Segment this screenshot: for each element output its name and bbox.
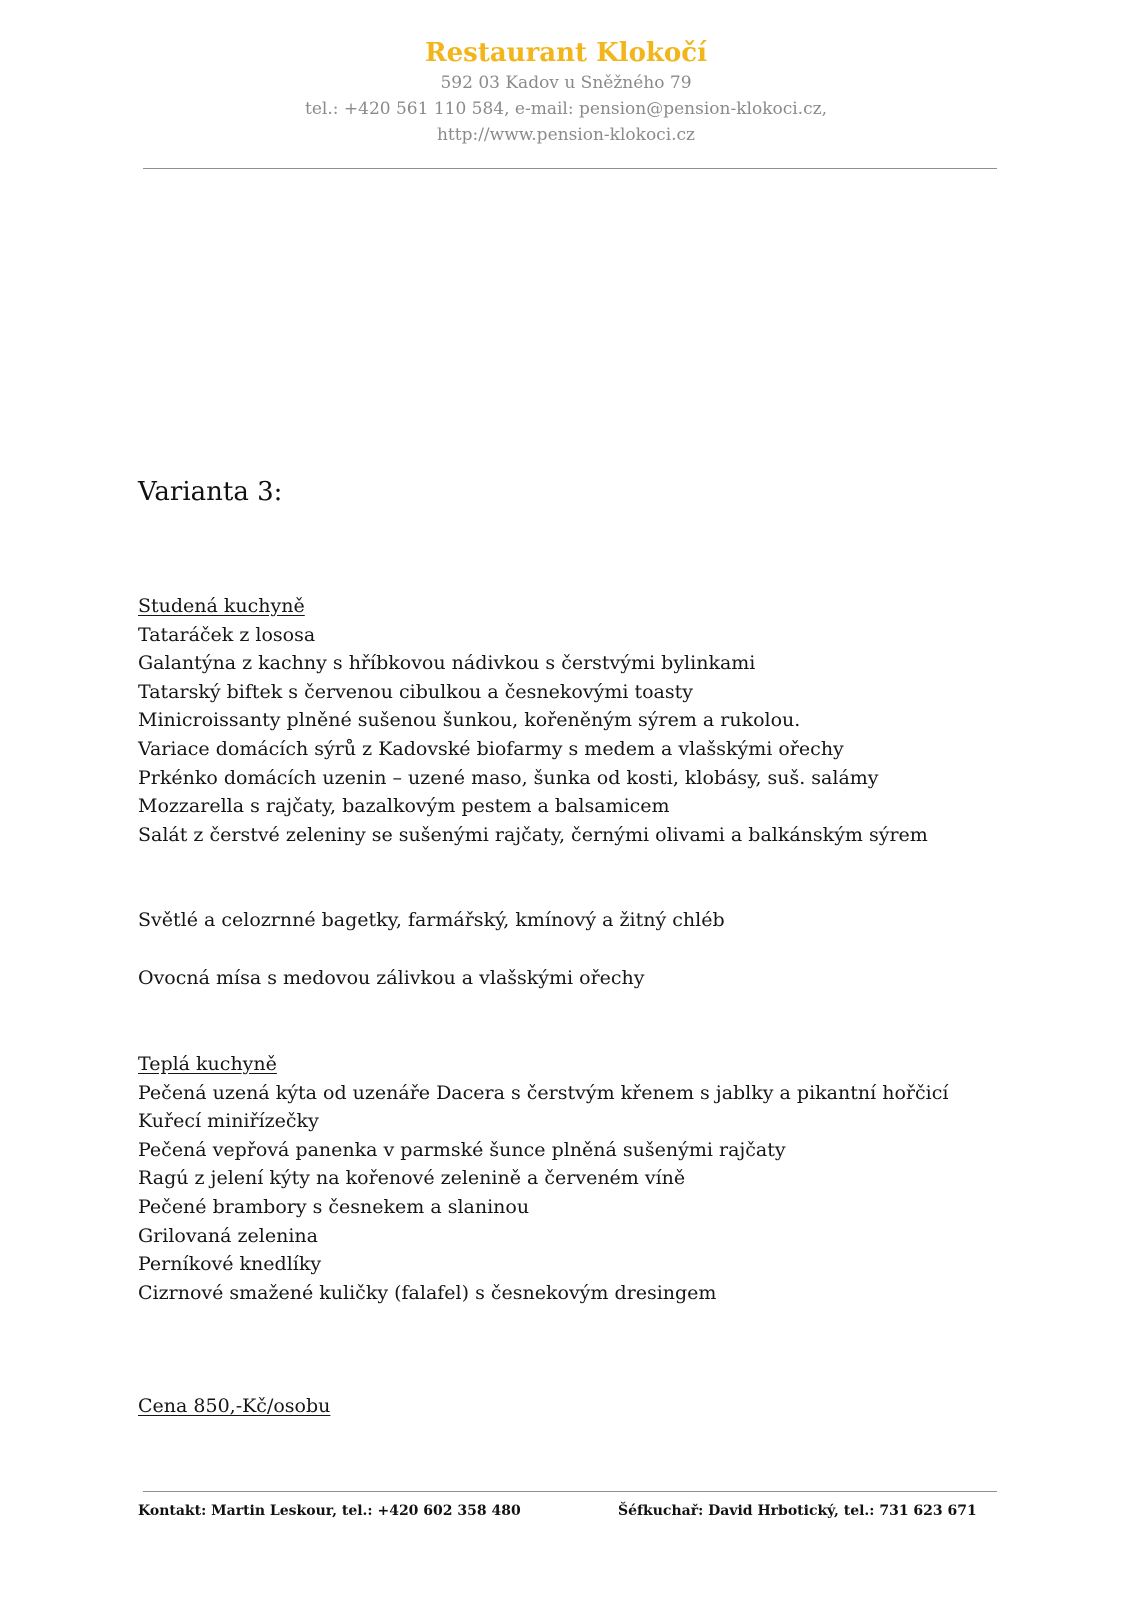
hot-kitchen-heading: Teplá kuchyně — [138, 1053, 277, 1075]
price-per-person: Cena 850,-Kč/osobu — [138, 1395, 331, 1417]
letterhead — [0, 36, 1132, 148]
fruit-section — [138, 964, 988, 993]
menu-item: Tatarský biftek s červenou cibulkou a česnekovými toasty — [138, 680, 693, 703]
footer-divider — [143, 1491, 997, 1492]
menu-item: Cizrnové smažené kuličky (falafel) s česnekovým dresingem — [138, 1281, 717, 1304]
menu-item: Ragú z jelení kýty na kořenové zelenině a červeném víně — [138, 1167, 686, 1190]
bread-item: Světlé a celozrnné bagetky, farmářský, kmínový a žitný chléb — [138, 909, 725, 931]
hot-kitchen-section — [138, 1050, 988, 1307]
menu-item: Variace domácích sýrů z Kadovské biofarmy s medem a vlašskými ořechy — [138, 737, 844, 760]
menu-item: Perníkové knedlíky — [138, 1253, 322, 1276]
menu-item: Minicroissanty plněné sušenou šunkou, kořeněným sýrem a rukolou. — [138, 709, 801, 732]
restaurant-name: Restaurant Klokočí — [425, 38, 707, 68]
menu-item: Pečená vepřová panenka v parmské šunce plněná sušenými rajčaty — [138, 1138, 786, 1161]
cold-kitchen-heading: Studená kuchyně — [138, 595, 305, 617]
cold-kitchen-section — [138, 592, 988, 849]
menu-item: Galantýna z kachny s hříbkovou nádivkou s čerstvými bylinkami — [138, 652, 756, 675]
menu-item: Pečená uzená kýta od uzenáře Dacera s čerstvým křenem s jablky a pikantní hořčicí — [138, 1081, 949, 1104]
fruit-item: Ovocná mísa s medovou zálivkou a vlašskými ořechy — [138, 967, 645, 989]
footer-contact: Kontakt: Martin Leskour, tel.: +420 602 358 480 — [138, 1503, 521, 1519]
restaurant-contact-line: tel.: +420 561 110 584, e-mail: pension@pension-klokoci.cz, — [305, 99, 827, 119]
header-divider — [143, 168, 997, 169]
menu-item: Mozzarella s rajčaty, bazalkovým pestem a balsamicem — [138, 795, 670, 818]
bread-section — [138, 906, 988, 935]
menu-item: Pečené brambory s česnekem a slaninou — [138, 1195, 530, 1218]
menu-item: Kuřecí miniřízečky — [138, 1110, 319, 1133]
variant-title: Varianta 3: — [138, 477, 283, 507]
menu-item: Grilovaná zelenina — [138, 1224, 318, 1247]
restaurant-address: 592 03 Kadov u Sněžného 79 — [440, 73, 692, 93]
footer-chef: Šéfkuchař: David Hrbotický, tel.: 731 623 671 — [618, 1503, 977, 1519]
menu-item: Tataráček z lososa — [138, 623, 316, 646]
menu-item: Prkénko domácích uzenin – uzené maso, šunka od kosti, klobásy, suš. salámy — [138, 766, 879, 789]
menu-item: Salát z čerstvé zeleniny se sušenými rajčaty, černými olivami a balkánským sýrem — [138, 823, 928, 846]
restaurant-website: http://www.pension-klokoci.cz — [436, 125, 696, 145]
